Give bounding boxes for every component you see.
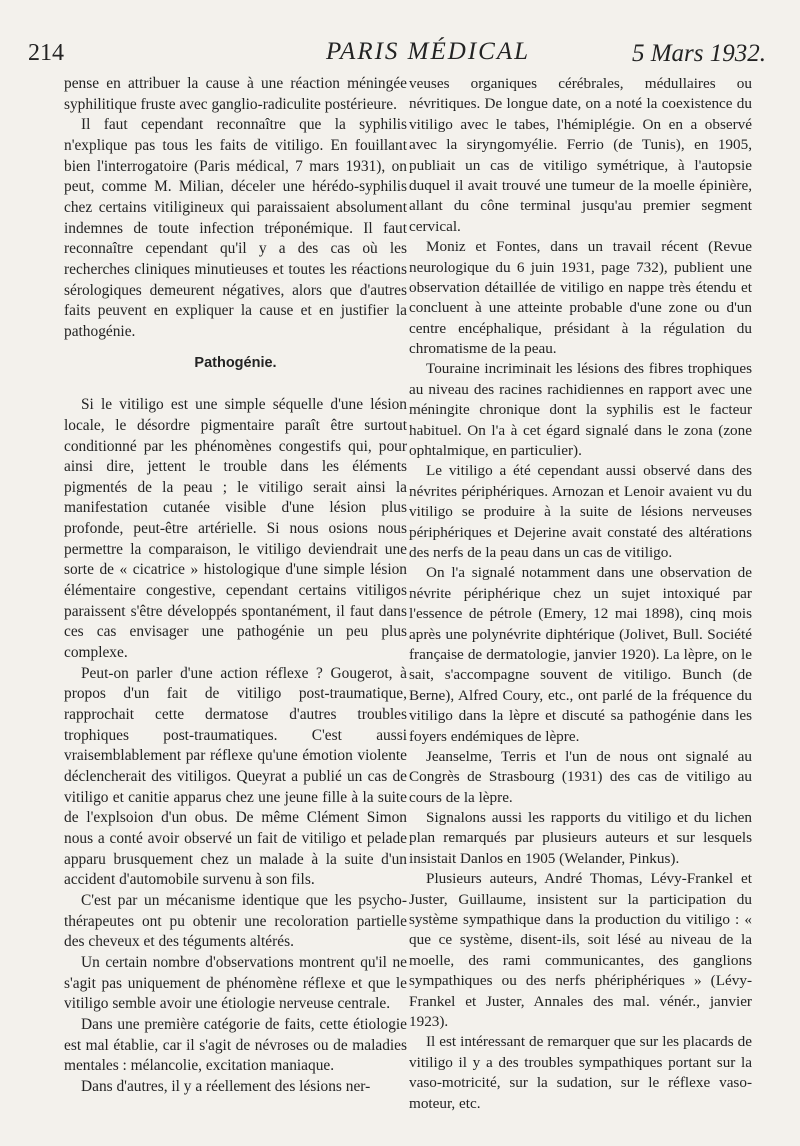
- paragraph: On l'a signalé notamment dans une observation de névrite périphérique chez un sujet intoxiqué par l'essence de pétrole (Emery, 12 mai 1898), cinq mois après une polynévrite diphtérique (Jolivet, Bull. Société française de dermatologie, janvier 1920). La lèpre, on le sait, s'accompagne souvent de vitiligo. Bunch (de Berne), Alfred Coury, etc., ont parlé de la fréquence du vitiligo dans la lèpre et discuté sa pathogénie dans les foyers endémiques de lèpre.: [409, 564, 752, 745]
- paragraph: Il est intéressant de remarquer que sur les placards de vitiligo il y a des troubles sympathiques portant sur la vaso-motricité, sur la sudation, sur le réflexe vaso-moteur, etc.: [409, 1033, 752, 1112]
- running-header: [26, 32, 770, 72]
- issue-date: 5 Mars 1932.: [631, 40, 766, 67]
- paragraph: Moniz et Fontes, dans un travail récent (Revue neurologique du 6 juin 1931, page 732), publient une observation détaillée de vitiligo en nappe très étendu et concluent à une atteinte probable d'une zone ou d'un centre encéphalique, présidant à la régulation du chromatisme de la peau.: [409, 238, 752, 358]
- paragraph: Peut-on parler d'une action réflexe ? Gougerot, à propos d'un fait de vitiligo post-traumatique, rapprochait cette dermatose d'autres troubles trophiques post-traumatiques. C'est aussi vraisemblablement par réflexe qu'une émotion violente déclencherait des vitiligos. Queyrat a publié un cas de vitiligo et canitie apparus chez une jeune fille à la suite de l'explsoion d'un obus. De même Clément Simon nous a conté avoir observé un fait de vitiligo et pelade apparu brusquement chez un malade à la suite d'un accident d'automobile survenu à son fils.: [64, 664, 407, 889]
- paragraph: Signalons aussi les rapports du vitiligo et du lichen plan remarqués par plusieurs auteurs et sur lesquels insistait Danlos en 1905 (Welander, Pinkus).: [409, 809, 752, 867]
- paragraph: Il faut cependant reconnaître que la syphilis n'explique pas tous les faits de vitiligo. En fouillant bien l'interrogatoire (Paris médical, 7 mars 1931), on peut, comme M. Milian, déceler une hérédo-syphilis chez certains vitiligineux qui paraissaient absolument indemnes de toute infection tréponémique. Il faut reconnaître cependant qu'il y a des cas où les recherches cliniques minutieuses et toutes les réactions sérologiques demeurent négatives, alors que d'autres faits peuvent en expliquer la cause et en justifier la pathogénie.: [64, 116, 407, 340]
- page-number: 214: [28, 40, 64, 66]
- paragraph: Touraine incriminait les lésions des fibres trophiques au niveau des racines rachidiennes en rapport avec une méningite chronique dont la syphilis est le facteur habituel. On l'a à cet égard signalé dans le zona (zone ophtalmique, en particulier).: [409, 360, 752, 460]
- paragraph: pense en attribuer la cause à une réaction méningée syphilitique fruste avec ganglio-radiculite postérieure.: [64, 75, 407, 113]
- paragraph: veuses organiques cérébrales, médullaires ou névritiques. De longue date, on a noté la coexistence du vitiligo avec le tabes, l'hémiplégie. On en a observé avec la siryngomyélie. Ferrio (de Tunis), en 1905, publiait un cas de vitiligo symétrique, à l'autopsie duquel il avait trouvé une tumeur de la moelle épinière, allant du cône terminal jusqu'au premier segment cervical.: [409, 75, 752, 235]
- paragraph: Jeanselme, Terris et l'un de nous ont signalé au Congrès de Strasbourg (1931) des cas de vitiligo au cours de la lèpre.: [409, 747, 752, 806]
- paragraph: Plusieurs auteurs, André Thomas, Lévy-Frankel et Juster, Guillaume, insistent sur la participation du système sympathique dans la production du vitiligo : « que ce système, disent-ils, soit lésé au niveau de la moelle, des rami communicantes, des ganglions sympathiques ou des nerfs phériphériques » (Lévy-Frankel et Juster, Annales des mal. vénér., janvier 1923).: [409, 870, 752, 1030]
- paragraph: C'est par un mécanisme identique que les psycho-thérapeutes ont pu obtenir une recoloration partielle des cheveux et des téguments altérés.: [64, 891, 407, 951]
- journal-title: PARIS MÉDICAL: [326, 38, 530, 65]
- left-column: [64, 74, 407, 1098]
- right-column: [409, 74, 752, 1114]
- paragraph: Si le vitiligo est une simple séquelle d'une lésion locale, le désordre pigmentaire paraît être surtout conditionné par les phénomènes congestifs qui, pour ainsi dire, jettent le trouble dans les éléments pigmentés de la peau ; le vitiligo serait ainsi la manifestation cutanée visible d'une lésion plus profonde, peut-être artérielle. Si nous osions nous permettre la comparaison, le vitiligo deviendrait une sorte de « cicatrice » histologique d'une simple lésion élémentaire congestive, cependant certains vitiligos paraissent s'être développés spontanément, il faut dans ces cas envisager une pathogénie un peu plus complexe.: [64, 396, 407, 662]
- paragraph: Dans une première catégorie de faits, cette étiologie est mal établie, car il s'agit de névroses ou de maladies mentales : mélancolie, excitation maniaque.: [64, 1015, 407, 1075]
- paragraph: Dans d'autres, il y a réellement des lésions ner-: [81, 1077, 371, 1095]
- paragraph: Le vitiligo a été cependant aussi observé dans des névrites périphériques. Arnozan et Lenoir avaient vu du vitiligo se produire à la suite de lésions nerveuses périphériques et Dejerine avait constaté des altérations des nerfs de la peau dans un cas de vitiligo.: [409, 462, 752, 561]
- paragraph: Un certain nombre d'observations montrent qu'il ne s'agit pas uniquement de phénomène réflexe et que le vitiligo semble avoir une étiologie nerveuse centrale.: [64, 953, 407, 1013]
- section-heading: Pathogénie.: [194, 354, 277, 371]
